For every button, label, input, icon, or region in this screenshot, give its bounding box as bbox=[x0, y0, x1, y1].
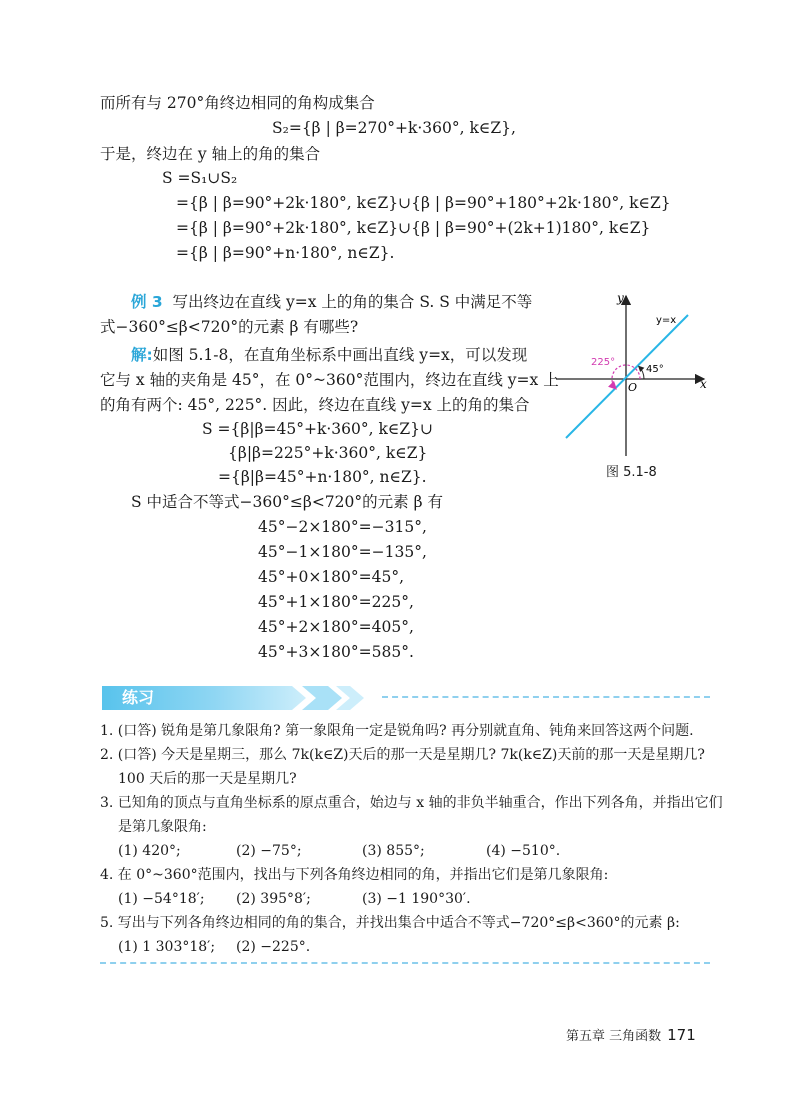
page-number: 171 bbox=[667, 1026, 696, 1044]
value-line: 45°+1×180°=225°, bbox=[258, 593, 414, 611]
exercise-title: 练习 bbox=[122, 688, 155, 707]
x-axis-label: x bbox=[700, 377, 707, 391]
example-question bbox=[131, 291, 532, 313]
sub-item: (2) 395°8′; bbox=[236, 891, 311, 907]
solution-text: 的角有两个: 45°, 225°. 因此，终边在直线 y=x 上的角的集合 bbox=[100, 396, 530, 414]
exercise-item-cont: 是第几象限角: bbox=[118, 819, 207, 835]
exercise-item: 2. (口答) 今天是星期三，那么 7k(k∈Z)天后的那一天是星期几? 7k(k∈Z)天前的那一天是星期几? bbox=[100, 747, 705, 763]
y-axis-label: y bbox=[617, 291, 624, 305]
question-text: 式−360°≤β<720°的元素 β 有哪些? bbox=[100, 318, 359, 336]
set-line: {β|β=225°+k·360°, k∈Z} bbox=[228, 444, 428, 462]
exercise-item-cont: 100 天后的那一天是星期几? bbox=[118, 771, 297, 787]
exercise-item: 5. 写出与下列各角终边相同的角的集合，并找出集合中适合不等式−720°≤β<360°的元素 β: bbox=[100, 915, 680, 931]
angle-45-label: 45° bbox=[646, 364, 664, 375]
sub-item: (3) 855°; bbox=[362, 843, 425, 859]
condition-text: S 中适合不等式−360°≤β<720°的元素 β 有 bbox=[131, 493, 443, 511]
origin-label: O bbox=[628, 381, 638, 394]
value-line: 45°+2×180°=405°, bbox=[258, 618, 414, 636]
value-line: 45°−1×180°=−135°, bbox=[258, 543, 427, 561]
line-y-equals-x bbox=[566, 315, 688, 438]
sub-item: (4) −510°. bbox=[486, 843, 561, 859]
solution-text: 如图 5.1-8，在直角坐标系中画出直线 y=x，可以发现 bbox=[152, 346, 528, 364]
exercise-item: 4. 在 0°~360°范围内，找出与下列各角终边相同的角，并指出它们是第几象限角: bbox=[100, 867, 609, 883]
value-line: 45°−2×180°=−315°, bbox=[258, 518, 427, 536]
set-s2: S₂={β | β=270°+k·360°, k∈Z}, bbox=[272, 119, 516, 137]
equation-line: ={β | β=90°+2k·180°, k∈Z}∪{β | β=90°+(2k+1)180°, k∈Z} bbox=[176, 219, 651, 237]
sub-item: (2) −225°. bbox=[236, 939, 311, 955]
angle-225-label: 225° bbox=[591, 357, 616, 368]
exercise-item: 1. (口答) 锐角是第几象限角? 第一象限角一定是锐角吗? 再分别就直角、钝角来回答这两个问题. bbox=[100, 723, 694, 739]
sub-item: (1) −54°18′; bbox=[118, 891, 205, 907]
sub-item: (2) −75°; bbox=[236, 843, 302, 859]
set-line: S ={β|β=45°+k·360°, k∈Z}∪ bbox=[202, 420, 433, 438]
sub-item: (1) 1 303°18′; bbox=[118, 939, 216, 955]
line-label: y=x bbox=[656, 315, 677, 326]
set-s: S =S₁∪S₂ bbox=[162, 169, 238, 187]
divider bbox=[382, 696, 710, 698]
text-line: 于是，终边在 y 轴上的角的集合 bbox=[100, 145, 321, 163]
equation-line: ={β | β=90°+n·180°, n∈Z}. bbox=[176, 244, 395, 262]
equation-line: ={β | β=90°+2k·180°, k∈Z}∪{β | β=90°+180°+2k·180°, k∈Z} bbox=[176, 194, 671, 212]
divider bbox=[100, 962, 710, 964]
figure-5-1-8 bbox=[552, 290, 712, 460]
figure-caption: 图 5.1-8 bbox=[606, 465, 657, 480]
value-line: 45°+0×180°=45°, bbox=[258, 568, 405, 586]
chapter-title: 第五章 三角函数 bbox=[566, 1029, 662, 1044]
sub-item: (1) 420°; bbox=[118, 843, 181, 859]
value-line: 45°+3×180°=585°. bbox=[258, 643, 414, 661]
solution-line bbox=[131, 344, 527, 366]
set-line: ={β|β=45°+n·180°, n∈Z}. bbox=[218, 468, 427, 486]
solution-text: 它与 x 轴的夹角是 45°，在 0°~360°范围内，终边在直线 y=x 上 bbox=[100, 371, 559, 389]
example-label: 例 3 bbox=[131, 293, 163, 311]
sub-item: (3) −1 190°30′. bbox=[362, 891, 471, 907]
exercise-item: 3. 已知角的顶点与直角坐标系的原点重合，始边与 x 轴的非负半轴重合，作出下列各角，并指出它们 bbox=[100, 795, 723, 811]
page-footer bbox=[566, 1025, 696, 1044]
question-text: 写出终边在直线 y=x 上的角的集合 S. S 中满足不等 bbox=[172, 293, 533, 311]
solution-label: 解: bbox=[131, 346, 153, 364]
text-line: 而所有与 270°角终边相同的角构成集合 bbox=[100, 94, 375, 112]
